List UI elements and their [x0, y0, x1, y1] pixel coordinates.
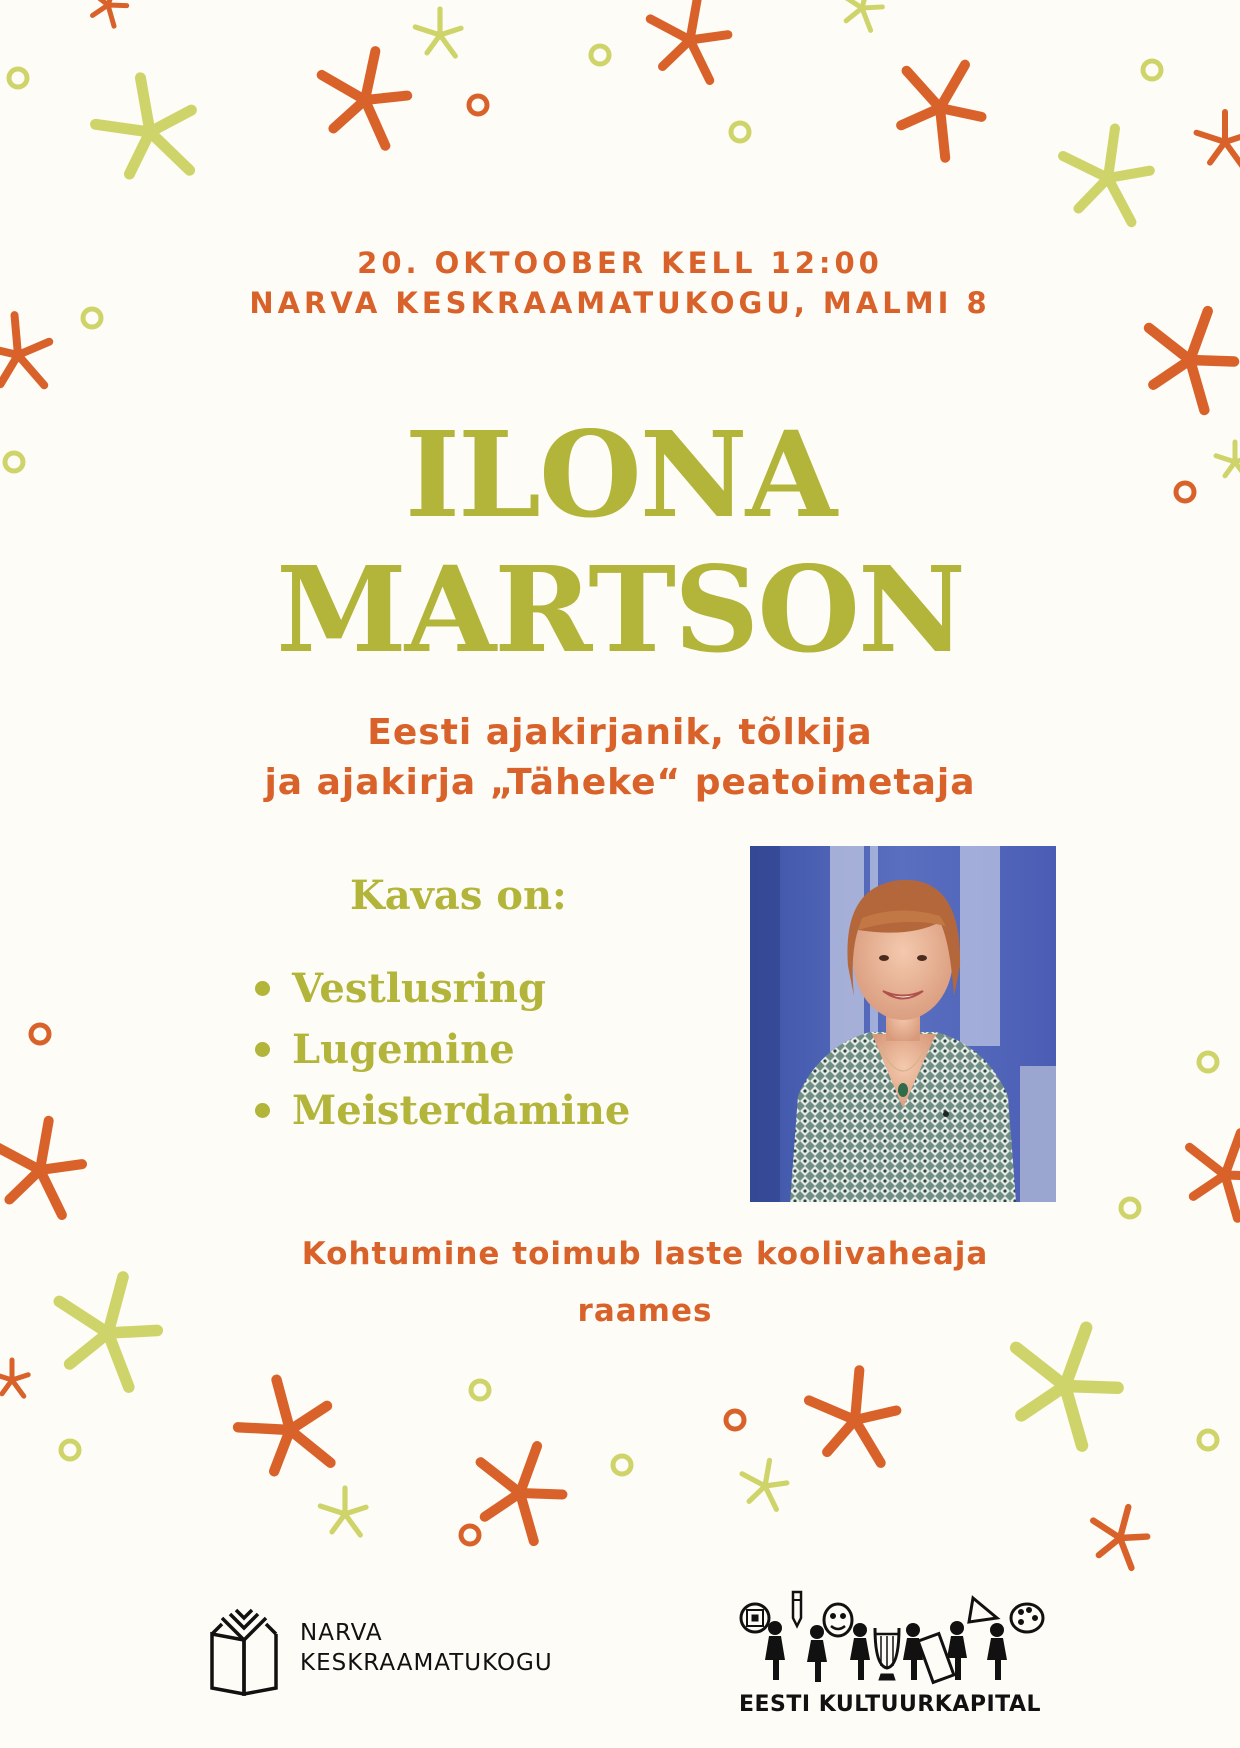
narva-keskraamatukogu-logo [208, 1606, 568, 1696]
dot-icon [726, 1411, 744, 1429]
closing-line2: raames [577, 1293, 713, 1329]
star-icon [320, 1488, 366, 1535]
star-icon [0, 1112, 88, 1216]
dot-icon [471, 1381, 489, 1399]
event-location: NARVA KESKRAAMATUKOGU, MALMI 8 [249, 286, 991, 320]
star-icon [642, 0, 734, 82]
star-icon [804, 1366, 900, 1464]
dot-icon [31, 1025, 49, 1043]
dot-icon [613, 1456, 631, 1474]
program-heading: Kavas on: [350, 872, 567, 919]
star-icon [1055, 122, 1155, 224]
program-item [255, 1080, 630, 1141]
speaker-last-name: MARTSON [276, 540, 964, 679]
speaker-photo [750, 846, 1056, 1202]
star-icon [82, 0, 132, 28]
book-icon [208, 1606, 288, 1696]
program-list [255, 958, 630, 1141]
star-icon [0, 312, 53, 390]
star-icon [0, 1360, 28, 1396]
star-icon [737, 1456, 790, 1510]
program-item-label: Vestlusring [292, 965, 546, 1012]
star-icon [89, 70, 202, 185]
dot-icon [1143, 61, 1161, 79]
dot-icon [461, 1526, 479, 1544]
speaker-first-name: ILONA [404, 405, 836, 544]
event-date-time: 20. OKTOOBER KELL 12:00 [357, 246, 883, 280]
narva-logo-text [300, 1618, 553, 1678]
star-icon [1197, 112, 1240, 166]
star-icon [310, 41, 415, 148]
eesti-kultuurkapital-logo [735, 1588, 1045, 1718]
program-item-label: Lugemine [292, 1026, 515, 1073]
bullet-icon [255, 1103, 270, 1118]
dot-icon [1199, 1431, 1217, 1449]
dot-icon [1199, 1053, 1217, 1071]
dot-icon [731, 123, 749, 141]
program-item [255, 958, 630, 1019]
star-icon [1084, 1499, 1153, 1569]
star-icon [415, 9, 461, 56]
program-item-label: Meisterdamine [292, 1087, 631, 1134]
kultuurkapital-emblem-icon [735, 1588, 1045, 1688]
star-icon [835, 0, 887, 32]
dot-icon [9, 69, 27, 87]
dot-icon [591, 46, 609, 64]
bullet-icon [255, 1042, 270, 1057]
narva-logo-line1: NARVA [300, 1620, 383, 1646]
star-icon [879, 41, 1000, 163]
star-icon [1172, 1118, 1240, 1222]
dot-icon [1121, 1199, 1139, 1217]
closing-line1: Kohtumine toimub laste koolivaheaja [301, 1236, 989, 1272]
narva-logo-line2: KESKRAAMATUKOGU [300, 1650, 553, 1676]
dot-icon [61, 1441, 79, 1459]
program-item [255, 1019, 630, 1080]
dot-icon [469, 96, 487, 114]
star-icon [229, 1369, 342, 1484]
kultuurkapital-logo-text: EESTI KULTUURKAPITAL [738, 1692, 1042, 1717]
speaker-description-line2: ja ajakirja „Täheke“ peatoimetaja [264, 762, 976, 803]
speaker-description-line1: Eesti ajakirjanik, tõlkija [367, 712, 873, 753]
bullet-icon [255, 981, 270, 996]
